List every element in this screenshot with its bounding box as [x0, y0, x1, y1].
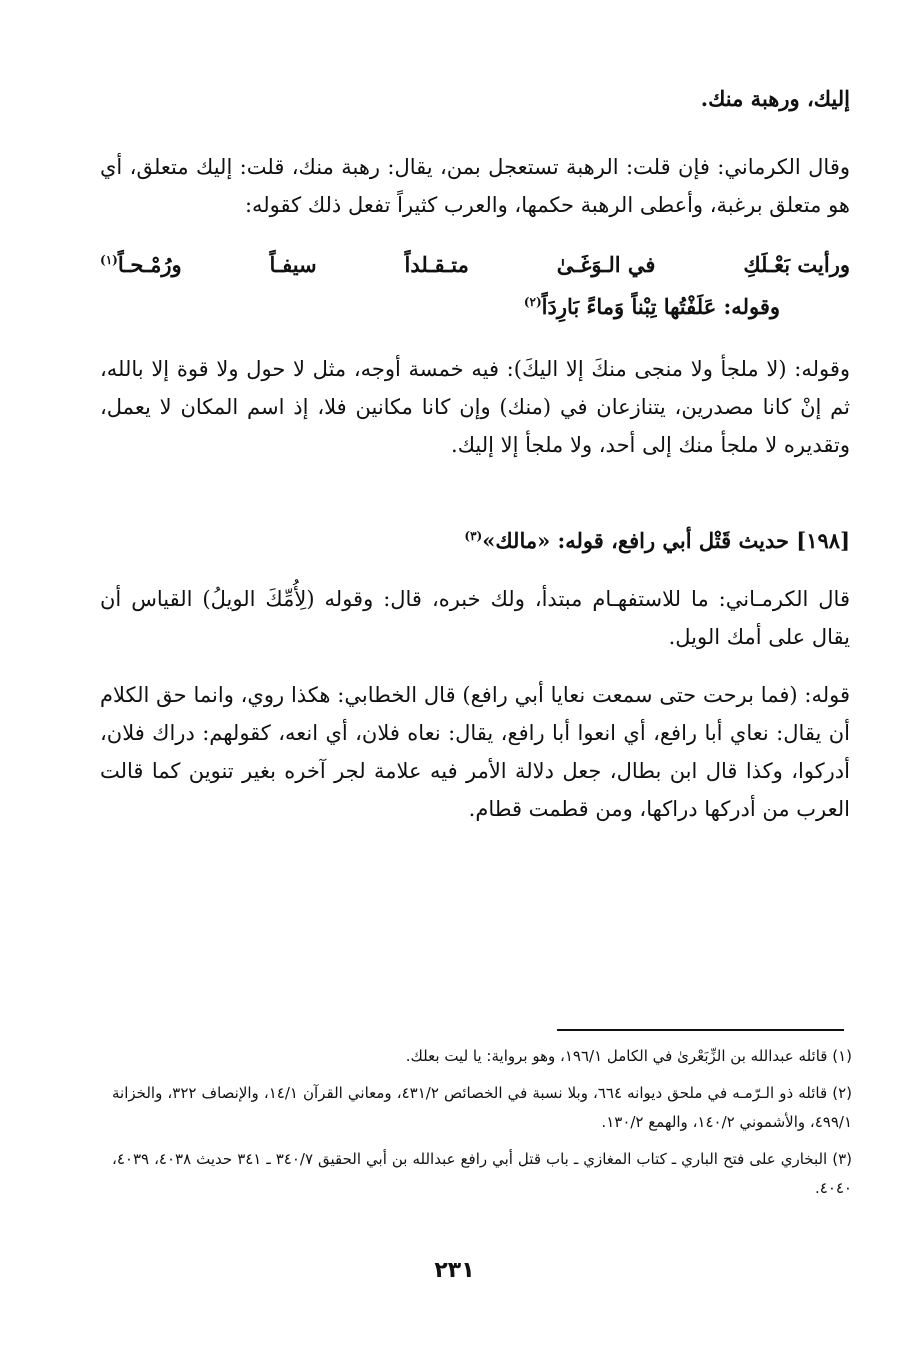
page-body	[100, 80, 850, 828]
footnote-1: (١) قائله عبدالله بن الزِّبَعْرىٰ في الكامل ١٩٦/١، وهو برواية: يا ليت بعلك.	[405, 1047, 852, 1065]
verse-part-2: في الـوَغَـىٰ	[556, 252, 656, 277]
footnote-2: (٢) قائله ذو الـرّمـه في ملحق ديوانه ٦٦٤، وبلا نسبة في الخصائص ٤٣١/٢، ومعاني القرآن ١٤/١، والإنصاف ٣٢٢، والخزانة ٤٩٩/١، والأشموني ١٤٠/٢، والهمع ١٣٠/٢.	[112, 1084, 852, 1131]
footnote-marker-2: (٢)	[523, 295, 542, 309]
kirmani-paragraph: وقال الكرماني: فإن قلت: الرهبة تستعجل بمن، يقال: رهبة منك، قلت: إليك متعلق، أي هو متعلق برغبة، وأعطى الرهبة حكمها، والعرب كثيراً تفعل ذلك كقوله:	[100, 155, 850, 217]
verse-line	[100, 246, 850, 284]
quote-line: وقوله: عَلَفْتُها تِبْناً وَماءً بَارِدَاً$^{(٢)}$	[523, 294, 780, 319]
verse-part-3: متـقـلداً	[404, 252, 469, 277]
footnotes	[112, 1042, 852, 1211]
khattabi-paragraph: قوله: (فما برحت حتى سمعت نعايا أبي رافع) قال الخطابي: هكذا روي، وانما حق الكلام أن يقال: نعاي أبا رافع، أي انعوا أبا رافع، يقال: نعاه فلان، أي انعه، كقولهم: دراك فلان، أدركوا، وكذا قال ابن بطال، جعل دلالة الأمر فيه علامة لجر آخره بغير تنوين كما قالت العرب من أدركها دراكها، ومن قطمت قطام.	[100, 683, 850, 821]
kirmani-question-paragraph: قال الكرمـاني: ما للاستفهـام مبتدأ، ولك خبره، قال: وقوله (لِأُمِّكَ الويلُ) القياس أن يقال على أمك الويل.	[100, 587, 850, 649]
hadith-heading: [١٩٨] حديث قَتْل أبي رافع، قوله: «مالك»$^{(٣)}$	[464, 528, 850, 553]
page-number: ٢٣١	[434, 1258, 475, 1283]
footnote-3: (٣) البخاري على فتح الباري ـ كتاب المغازي ـ باب قتل أبي رافع عبدالله بن أبي الحقيق ٣٤٠/٧ ـ ٣٤١ حديث ٤٠٣٨، ٤٠٣٩، ٤٠٤٠.	[112, 1150, 852, 1197]
footnote-marker-1: (١)	[100, 253, 118, 267]
verse-part-1: ورأيت بَعْـلَكِ	[743, 252, 850, 277]
footnote-marker-3: (٣)	[464, 529, 483, 543]
five-faces-paragraph: وقوله: (لا ملجأ ولا منجى منكَ إلا اليكَ): فيه خمسة أوجه، مثل لا حول ولا قوة إلا بالله، ثم إنْ كانا مصدرين، يتنازعان في (منك) وإن كانا مكانين فلا، إذ اسم المكان لا يعمل، وتقديره لا ملجأ منك إلى أحد، ولا ملجأ إلا إليك.	[100, 357, 850, 457]
verse-part-5: ورُمْـحـاً$^{(١)}$	[100, 252, 182, 277]
opening-line: إليك، ورهبة منك.	[700, 86, 850, 111]
footnote-divider	[557, 1029, 844, 1031]
verse-part-4: سيفـاً	[269, 252, 317, 277]
